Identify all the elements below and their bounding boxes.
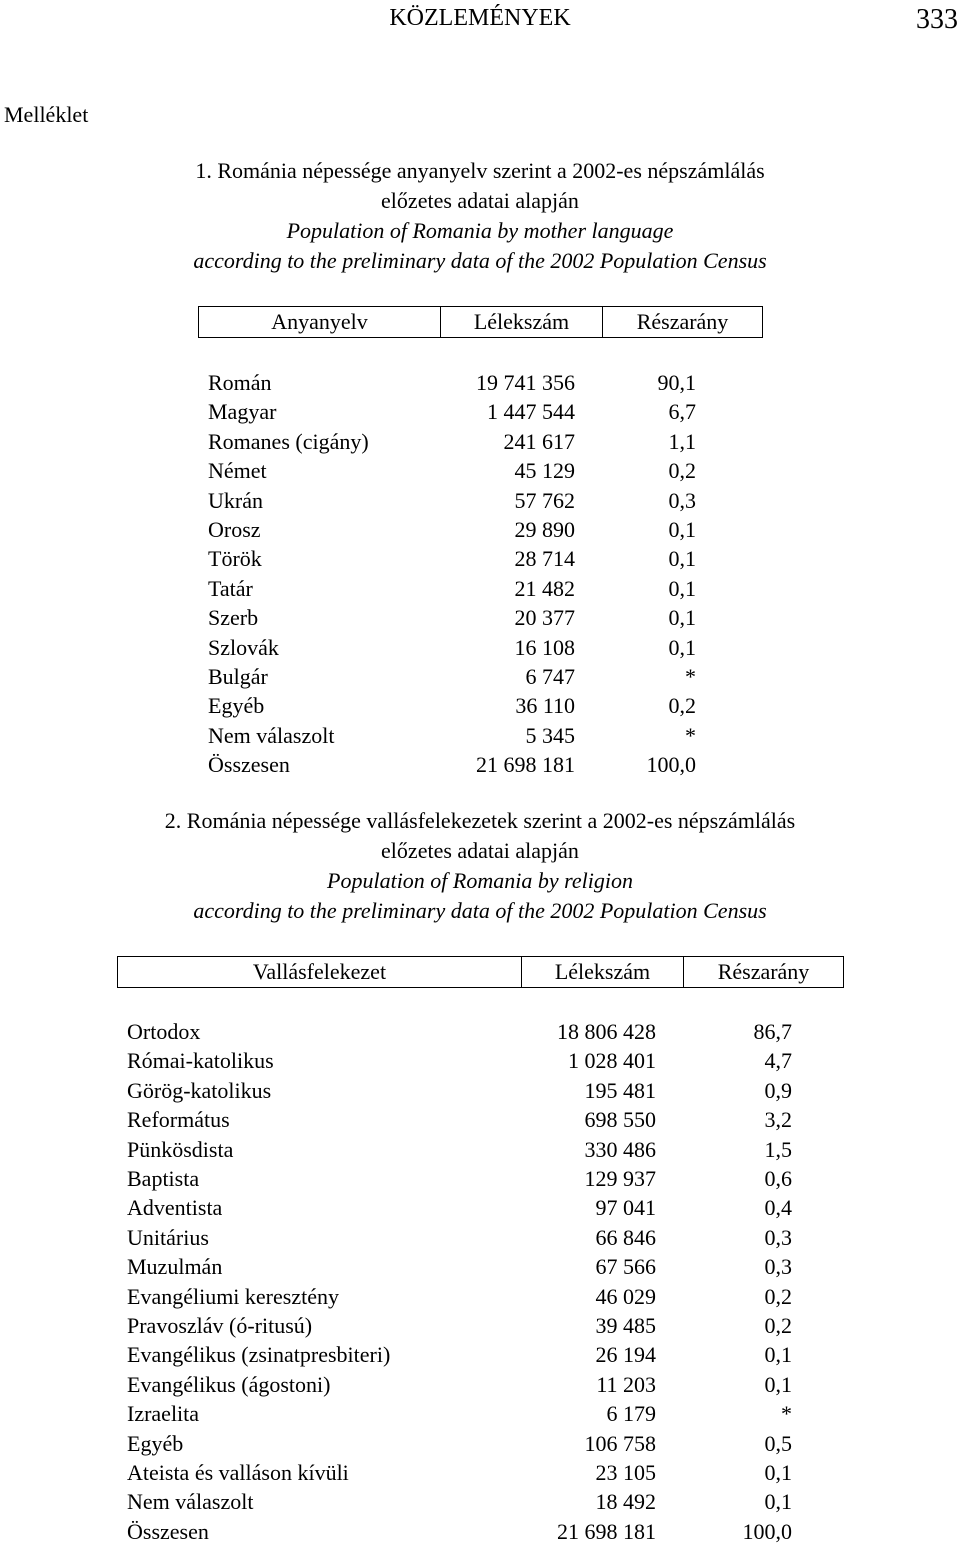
row-share: 0,1 [764,1371,792,1397]
table-row [0,515,960,544]
row-population: 195 481 [584,1077,656,1103]
table-row [0,1164,960,1193]
row-label: Evangélikus (ágostoni) [127,1371,331,1397]
row-share: 0,1 [764,1489,792,1515]
table2-caption-english-title: Population of Romania by religion [327,868,633,893]
row-population: 46 029 [595,1283,656,1309]
row-population: 39 485 [595,1313,656,1338]
row-population: 66 846 [595,1224,656,1250]
row-share: 0,6 [764,1166,792,1191]
table1-header-population: Lélekszám [440,307,602,337]
row-population: 21 698 181 [557,1518,656,1544]
row-population: 106 758 [584,1430,656,1456]
row-label: Unitárius [127,1224,209,1250]
table-row [0,1046,960,1075]
table-row [0,1105,960,1134]
table1-caption-title: 1. Románia népessége anyanyelv szerint a 2002-es népszámlálás [195,158,765,183]
row-population: 45 129 [514,458,575,484]
row-population: 20 377 [514,605,575,631]
row-label: Református [127,1107,230,1133]
table-row [0,1340,960,1369]
table2-caption-subtitle: előzetes adatai alapján [381,838,579,863]
row-label: Ateista és valláson kívüli [127,1460,349,1485]
table-row [0,603,960,632]
row-share: 0,9 [764,1077,792,1103]
table2-header-population: Lélekszám [521,957,683,987]
row-label: Ortodox [127,1019,201,1044]
row-population: 21 698 181 [476,752,575,778]
row-label: Római-katolikus [127,1048,274,1074]
table-row [0,427,960,456]
table-row [0,1399,960,1428]
row-share: 90,1 [657,370,696,395]
table1-caption-english-subtitle: according to the preliminary data of the 2002 Population Census [193,248,767,273]
row-label: Pravoszláv (ó-ritusú) [127,1313,313,1338]
table-row [0,1193,960,1222]
table1-header-share: Részarány [602,307,762,337]
row-share: * [685,664,696,689]
table-row [0,1135,960,1164]
row-label: Nem válaszolt [208,722,335,748]
row-label: Evangéliumi keresztény [127,1283,339,1309]
table-row [0,1517,960,1546]
row-label: Adventista [127,1195,223,1221]
row-share: 0,2 [668,693,696,719]
row-population: 6 179 [606,1401,656,1427]
row-population: 18 492 [595,1489,656,1515]
table-row [0,544,960,573]
row-population: 57 762 [514,487,575,513]
row-label: Nem válaszolt [127,1489,254,1515]
row-label: Baptista [127,1166,200,1191]
table1-caption-subtitle: előzetes adatai alapján [381,188,579,213]
row-share: 0,1 [764,1342,792,1368]
row-population: 28 714 [514,546,575,572]
row-label: Összesen [208,752,290,778]
table-row [0,456,960,485]
row-share: 0,2 [764,1283,792,1309]
table-row [0,721,960,750]
row-share: * [781,1401,792,1427]
row-share: 100,0 [646,752,696,778]
table-row [0,1487,960,1516]
row-share: 100,0 [742,1518,792,1544]
table-row [0,1311,960,1340]
table-row [0,633,960,662]
row-population: 23 105 [595,1460,656,1485]
row-share: 4,7 [764,1048,792,1074]
row-share: 0,1 [668,575,696,601]
table-row [0,368,960,397]
row-share: 1,1 [668,428,696,454]
table-row [0,486,960,515]
row-share: 86,7 [753,1019,792,1044]
row-share: 6,7 [668,399,696,425]
running-header-title: KÖZLEMÉNYEK [389,5,571,31]
table2-caption-english-subtitle: according to the preliminary data of the 2002 Population Census [193,898,767,923]
table2-header-religion: Vallásfelekezet [252,959,387,984]
row-label: Orosz [208,517,261,542]
row-share: 0,1 [668,634,696,660]
row-label: Evangélikus (zsinatpresbiteri) [127,1342,391,1368]
table1-header-language: Anyanyelv [271,309,368,334]
row-population: 1 028 401 [568,1048,656,1074]
row-label: Szlovák [208,634,279,660]
row-share: 0,2 [764,1313,792,1338]
table-row [0,662,960,691]
row-population: 16 108 [514,634,575,660]
row-population: 97 041 [595,1195,656,1221]
row-share: * [685,722,696,748]
table2-header [117,956,844,988]
row-label: Egyéb [208,693,265,719]
row-label: Bulgár [208,664,268,689]
row-population: 330 486 [584,1136,656,1162]
page-number: 333 [916,4,958,35]
row-label: Magyar [208,399,277,425]
table-row [0,1017,960,1046]
table-row [0,691,960,720]
row-share: 0,2 [668,458,696,484]
row-label: Tatár [208,575,253,601]
row-population: 5 345 [525,722,575,748]
row-population: 19 741 356 [476,370,575,395]
row-label: Szerb [208,605,259,631]
row-population: 21 482 [514,575,575,601]
table-row [0,397,960,426]
row-label: Török [208,546,262,572]
table-row [0,1282,960,1311]
row-share: 0,4 [764,1195,792,1221]
row-label: Görög-katolikus [127,1077,272,1103]
row-population: 129 937 [584,1166,656,1191]
row-label: Egyéb [127,1430,184,1456]
row-population: 26 194 [595,1342,656,1368]
row-label: Muzulmán [127,1254,223,1280]
table-row [0,1076,960,1105]
row-population: 11 203 [596,1371,656,1397]
row-label: Német [208,458,267,484]
table-row [0,1223,960,1252]
row-share: 0,1 [668,517,696,542]
table1-header [198,306,763,338]
table-row [0,1429,960,1458]
row-share: 0,1 [764,1460,792,1485]
row-share: 0,1 [668,546,696,572]
table2-header-share: Részarány [683,957,843,987]
table2-caption-title: 2. Románia népessége vallásfelekezetek szerint a 2002-es népszámlálás [164,808,796,833]
appendix-label: Melléklet [4,102,89,127]
table-row [0,1458,960,1487]
row-population: 698 550 [584,1107,656,1133]
table-row [0,750,960,779]
row-label: Ukrán [208,487,263,513]
table-row [0,574,960,603]
table-row [0,1252,960,1281]
row-population: 1 447 544 [487,399,575,425]
row-share: 0,3 [764,1254,792,1280]
table1-caption-english-title: Population of Romania by mother language [286,218,674,243]
row-population: 6 747 [525,664,575,689]
row-label: Pünkösdista [127,1136,234,1162]
row-share: 0,5 [764,1430,792,1456]
row-population: 36 110 [515,693,575,719]
table-row [0,1370,960,1399]
row-population: 241 617 [503,428,575,454]
row-share: 0,1 [668,605,696,631]
row-label: Romanes (cigány) [208,428,369,454]
row-share: 3,2 [764,1107,792,1133]
row-label: Izraelita [127,1401,200,1427]
row-population: 18 806 428 [557,1019,656,1044]
row-population: 67 566 [595,1254,656,1280]
row-label: Összesen [127,1518,209,1544]
row-share: 0,3 [764,1224,792,1250]
row-label: Román [208,370,272,395]
row-share: 0,3 [668,487,696,513]
row-population: 29 890 [514,517,575,542]
row-share: 1,5 [764,1136,792,1162]
